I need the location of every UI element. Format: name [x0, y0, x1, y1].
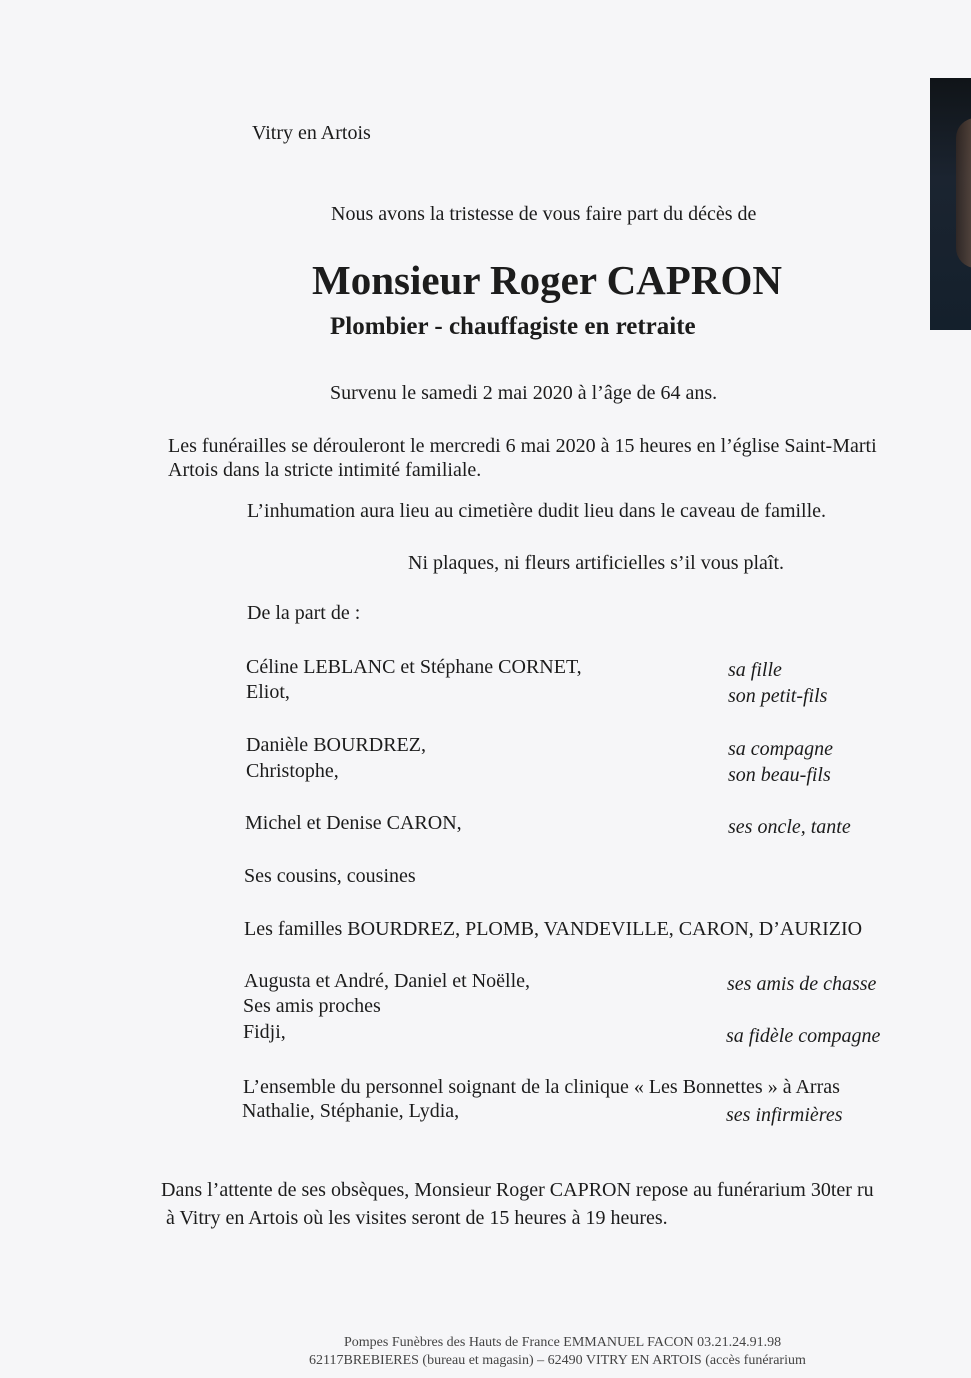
family-relation: sa fille — [728, 659, 782, 681]
footer-funeral-home: Pompes Funèbres des Hauts de France EMMANUEL FACON 03.21.24.91.98 — [344, 1335, 782, 1350]
deceased-photo — [930, 78, 971, 330]
family-relation: ses oncle, tante — [728, 816, 851, 838]
burial-text: L’inhumation aura lieu au cimetière dudit lieu dans le caveau de famille. — [247, 500, 827, 522]
funeral-text-line2: Artois dans la stricte intimité familiale. — [168, 459, 482, 481]
family-name: Les familles BOURDREZ, PLOMB, VANDEVILLE, CARON, D’AURIZIO — [244, 918, 863, 940]
family-relation: ses infirmières — [726, 1104, 843, 1126]
no-flowers-text: Ni plaques, ni fleurs artificielles s’il vous plaît. — [408, 552, 785, 574]
family-name: Nathalie, Stéphanie, Lydia, — [242, 1100, 460, 1122]
family-relation: sa compagne — [728, 738, 833, 760]
funeral-text-line1: Les funérailles se dérouleront le mercredi 6 mai 2020 à 15 heures en l’église Saint-Marti — [168, 435, 877, 457]
family-relation: ses amis de chasse — [727, 973, 877, 995]
family-name: Céline LEBLANC et Stéphane CORNET, — [246, 656, 582, 678]
family-name: Eliot, — [246, 681, 290, 703]
death-date: Survenu le samedi 2 mai 2020 à l’âge de 64 ans. — [330, 382, 718, 404]
visitation-text-line1: Dans l’attente de ses obsèques, Monsieur Roger CAPRON repose au funérarium 30ter ru — [161, 1179, 874, 1201]
family-name: Augusta et André, Daniel et Noëlle, — [244, 970, 531, 992]
visitation-text-line2: à Vitry en Artois où les visites seront de 15 heures à 19 heures. — [166, 1207, 668, 1229]
from-label: De la part de : — [247, 602, 361, 624]
family-name: Ses amis proches — [243, 995, 381, 1017]
family-relation: son petit-fils — [728, 685, 828, 707]
family-name: L’ensemble du personnel soignant de la clinique « Les Bonnettes » à Arras — [243, 1076, 840, 1098]
location-heading: Vitry en Artois — [252, 122, 371, 144]
family-name: Michel et Denise CARON, — [245, 812, 462, 834]
deceased-occupation: Plombier - chauffagiste en retraite — [330, 313, 696, 340]
announcement-intro: Nous avons la tristesse de vous faire part du décès de — [331, 203, 757, 225]
family-relation: sa fidèle compagne — [726, 1025, 881, 1047]
footer-address: 62117BREBIERES (bureau et magasin) – 62490 VITRY EN ARTOIS (accès funérarium — [309, 1353, 806, 1368]
family-name: Christophe, — [246, 760, 339, 782]
family-name: Ses cousins, cousines — [244, 865, 416, 887]
family-relation: son beau-fils — [728, 764, 831, 786]
family-name: Danièle BOURDREZ, — [246, 734, 426, 756]
family-name: Fidji, — [243, 1021, 286, 1043]
deceased-name: Monsieur Roger CAPRON — [312, 257, 782, 303]
